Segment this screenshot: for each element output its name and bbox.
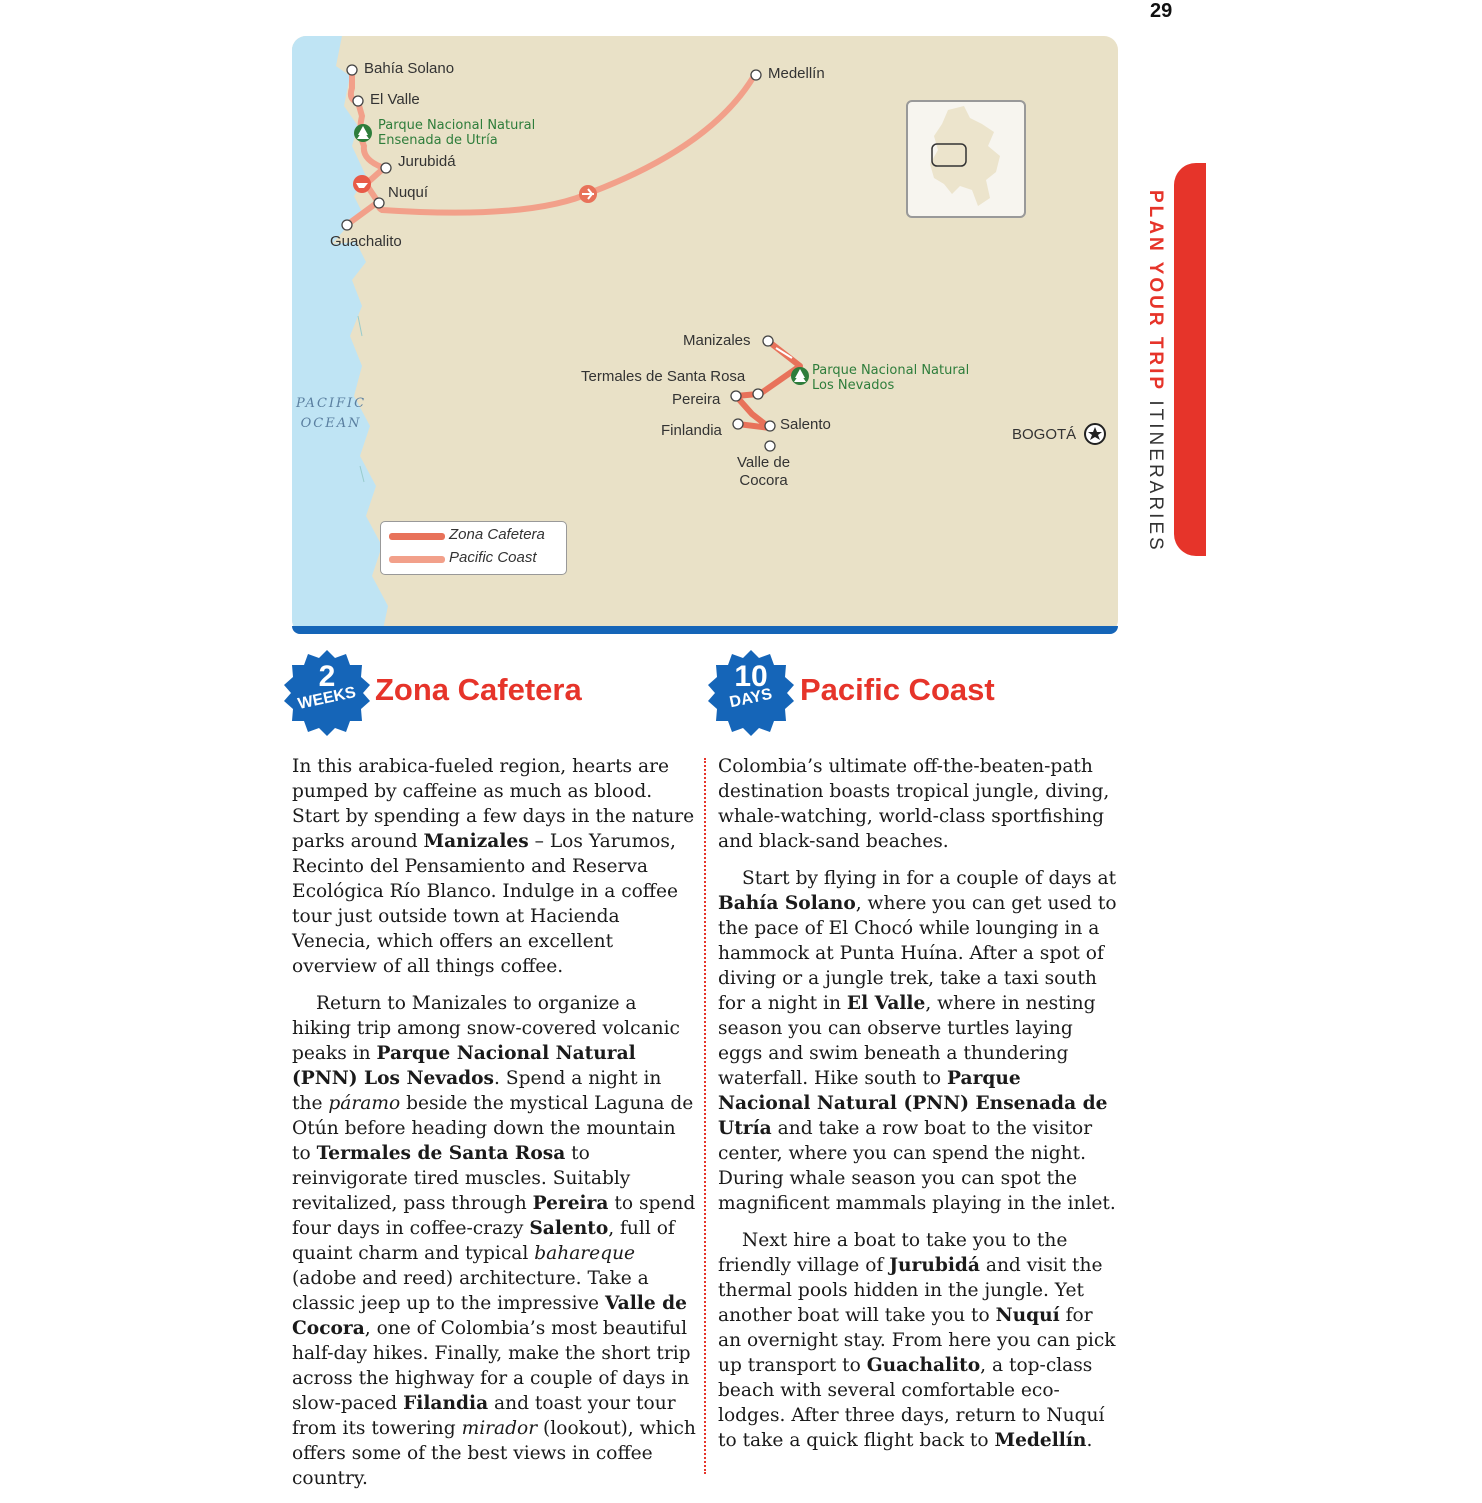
legend-swatch (389, 556, 445, 563)
tab-label-bold: PLAN YOUR TRIP (1145, 190, 1166, 393)
route-zona-cafetera (736, 341, 800, 428)
map-legend: Zona Cafetera Pacific Coast (380, 521, 567, 575)
label-el-valle: El Valle (370, 91, 420, 108)
column-zona-cafetera (292, 754, 696, 1503)
column-pacific-coast (718, 754, 1118, 1465)
label-nuqui: Nuquí (388, 184, 429, 201)
label-medellin: Medellín (768, 65, 825, 82)
label-bahia-solano: Bahía Solano (364, 60, 455, 77)
label-jurubida: Jurubidá (398, 153, 456, 170)
zona-paragraph-2: Return to Manizales to organize a hiking trip among snow-covered volcanic peaks in Parque Nacional Natural (PNN) Los Nevados. Spend a night in the páramo beside the mystical Laguna de Otún before heading down the mountain to Termales de Santa Rosa to reinvigorate tired muscles. Suitably revitalized, pass through Pereira to spend four days in coffee-crazy Salento, full of quaint charm and typical bahareque (adobe and reed) architecture. Take a classic jeep up to the impressive Valle de Cocora, one of Colombia’s most beautiful half-day hikes. Finally, make the short trip across the highway for a couple of days in slow-paced Filandia and toast your tour from its towering mirador (lookout), which offers some of the best views in coffee country. (292, 993, 696, 1489)
zona-paragraph-1: In this arabica-fueled region, hearts are pumped by caffeine as much as blood. Start by spending a few days in the nature parks around Manizales – Los Yarumos, Recinto del Pensamiento and Reserva Ecológica Río Blanco. Indulge in a coffee tour just outside town at Hacienda Venecia, which offers an excellent overview of all things coffee. (292, 756, 695, 977)
label-pereira: Pereira (672, 391, 721, 408)
page-number: 29 (1150, 0, 1173, 22)
pacific-paragraph-3: Next hire a boat to take you to the friendly village of Jurubidá and visit the thermal pools hidden in the jungle. Yet another boat will take you to Nuquí for an overnight stay. From here you can pick up transport to Guachalito, a top-class beach with several comfortable eco-lodges. After three days, return to Nuquí to take a quick flight back to Medellín. (718, 1230, 1116, 1451)
label-valle-de-cocora: Valle de Cocora (737, 454, 791, 489)
label-guachalito: Guachalito (330, 233, 402, 250)
duration-badge-zona: 2 WEEKS (284, 650, 370, 736)
colombia-inset-map (906, 100, 1026, 218)
colombia-outline (908, 102, 1020, 212)
section-tab-label (1138, 190, 1168, 553)
label-bogota: BOGOTÁ (1012, 426, 1077, 443)
label-pnn-utria: Parque Nacional Natural Ensenada de Utría (378, 118, 536, 148)
pacific-paragraph-1: Colombia’s ultimate off-the-beaten-path destination boasts tropical jungle, diving, whale-watching, world-class sportfishing and black-sand beaches. (718, 756, 1110, 852)
legend-swatch (389, 533, 445, 540)
label-salento: Salento (780, 416, 831, 433)
section-title-zona-cafetera: Zona Cafetera (375, 672, 582, 707)
section-title-pacific-coast: Pacific Coast (800, 672, 995, 707)
pacific-paragraph-2: Start by flying in for a couple of days at Bahía Solano, where you can get used to the pace of El Chocó while lounging in a hammock at Punta Huína. After a spot of diving or a jungle trek, take a taxi south for a night in El Valle, where in nesting season you can observe turtles laying eggs and swim beneath a thundering waterfall. Hike south to Parque Nacional Natural (PNN) Ensenada de Utría and take a row boat to the visitor center, where you can spend the night. During whale season you can spot the magnificent mammals playing in the inlet. (718, 868, 1117, 1214)
label-termales: Termales de Santa Rosa (581, 368, 746, 385)
section-tab (1174, 163, 1206, 556)
label-pacific-ocean: PACIFIC OCEAN (296, 396, 367, 431)
label-finlandia: Finlandia (661, 422, 722, 439)
column-divider (704, 758, 706, 1474)
duration-badge-pacific: 10 DAYS (708, 650, 794, 736)
pacific-ocean (292, 36, 388, 634)
label-pnn-nevados: Parque Nacional Natural Los Nevados (812, 363, 970, 393)
label-manizales: Manizales (683, 332, 751, 349)
map-bottom-bar (292, 626, 1118, 634)
tab-label-thin: ITINERARIES (1145, 400, 1166, 553)
